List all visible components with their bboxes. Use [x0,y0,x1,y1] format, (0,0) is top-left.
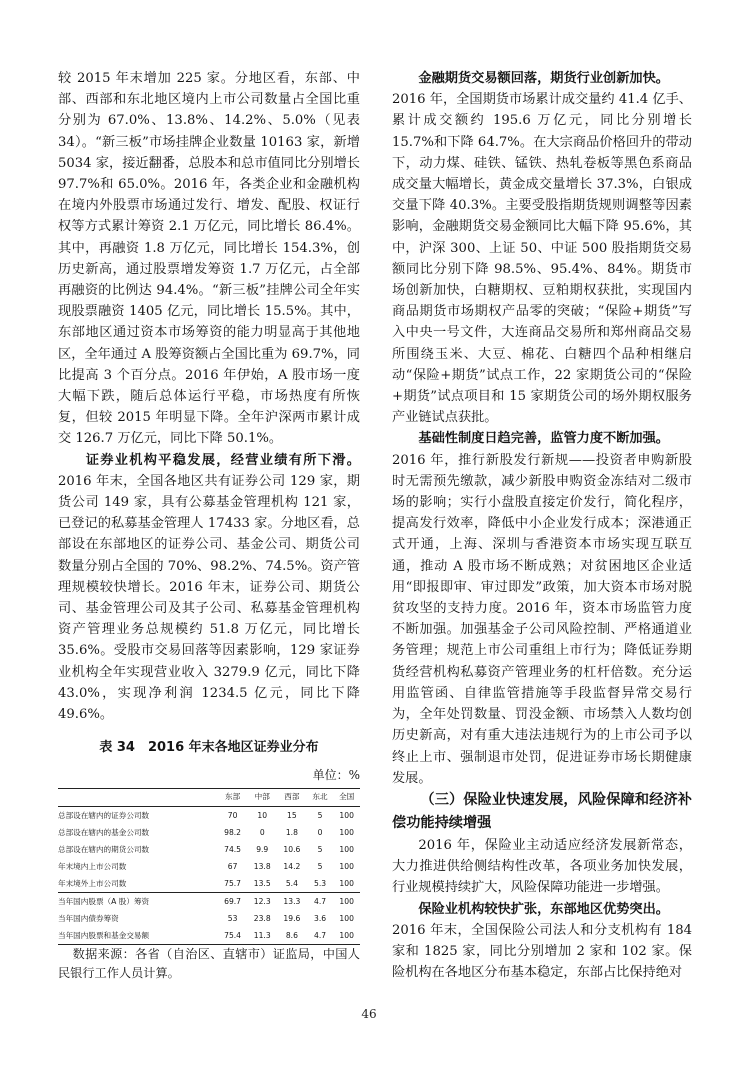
table-cell: 0 [259,827,265,837]
table-cell: 4.7 [307,927,334,945]
paragraph-futures-market: 2016 年，全国期货市场累计成交量约 41.4 亿手、累计成交额约 195.6 万亿元，同比分别增长 15.7%和下降 64.7%。在大宗商品价格回升的带动下，动力煤、硅铁、锰铁、热轧卷板等黑色系商品成交量大幅增长，黄金成交量增长 37.3%，白银成交量下降 40.3%。主要受股指期货规则调整等因素影响，金融期货交易金额同比大幅下降 95.6%，其中，沪深 300、上证 50、中证 500 股指期货交易额同比分别下降 98.5%、95.4%、84%。期货市场创新加快，白糖期权、豆粕期权获批，实现国内商品期货市场期权产品零的突破；“保险+期货”写入中央一号文件，大连商品交易所和郑州商品交易所围绕玉米、大豆、棉花、白糖四个品种相继启动“保险+期货”试点工作，22 家期货公司的“保险+期货”试点项目和 15 家期货公司的场外期权服务产业链试点获批。 [392,92,692,426]
table-unit: 单位：% [312,767,360,782]
table-title: 表 34 2016 年末各地区证券业分布 [99,740,319,756]
table-row-label: 总部设在辖内的期货公司数 [58,844,150,854]
heading-futures-trading-text: 金融期货交易额回落，期货行业创新加快。 [418,71,669,86]
securities-distribution-table [58,788,360,945]
table-source-note: 数据来源：各省（自治区、直辖市）证监局，中国人民银行工作人员计算。 [58,946,360,980]
table-cell: 75.4 [218,927,248,945]
table-row [58,875,360,893]
table-header-cell: 中部 [247,788,277,806]
paragraph-regulation: 2016 年，推行新股发行新规——投资者申购新股时无需预先缴款，减少新股申购资金冻结对二级市场的影响；实行小盘股直接定价发行，简化程序，提高发行效率，降低中小企业发行成本；深港通正式开通，上海、深圳与香港资本市场实现互联互通，推动 A 股市场不断成熟；对贫困地区企业适用“即报即审、审过即发”政策，加大资本市场对脱贫攻坚的支持力度。2016 年，资本市场监管力度不断加强。加强基金子公司风险控制、严格通道业务管理；规范上市公司重组上市行为；降低证券期货经营机构私募资产管理业务的杠杆倍数。充分运用监管函、自律监管措施等手段监督异常交易行为，全年处罚数量、罚没金额、市场禁入人数均创历史新高，对有重大违法违规行为的上市公司予以终止上市、强制退市处罚，促进证券市场长期健康发展。 [392,452,692,786]
table-row-label: 当年国内债券筹资 [58,913,119,923]
table-row [58,927,360,945]
table-cell: 23.8 [253,913,271,923]
table-cell: 11.3 [247,927,277,945]
table-row [58,910,360,927]
table-cell: 8.6 [277,927,307,945]
table-cell: 1.8 [285,827,298,837]
table-row [58,892,360,910]
table-cell: 74.5 [224,844,242,854]
table-cell: 5 [317,861,323,871]
table-cell: 100 [339,861,354,871]
table-cell: 53 [227,913,238,923]
table-row-label: 总部设在辖内的基金公司数 [58,827,150,837]
table-cell: 5 [317,844,323,854]
paragraph-listed-companies: 较 2015 年末增加 225 家。分地区看，东部、中部、西部和东北地区境内上市公司数量占全国比重分别为 67.0%、13.8%、14.2%、5.0%（见表 34）。“新三板”市场挂牌企业数量 10163 家，新增 5034 家，接近翻番，总股本和总市值同比分别增长 97.7%和 65.0%。2016 年，各类企业和金融机构在境内外股票市场通过发行、增发、配股、权证行权等方式累计筹资 2.1 万亿元，同比增长 86.4%。其中，再融资 1.8 万亿元，同比增长 154.3%，创历史新高，通过股票增发筹资 1.7 万亿元，占全部再融资的比例达 94.4%。“新三板”挂牌公司全年实现股票融资 1405 亿元，同比增长 15.5%。其中，东部地区通过资本市场筹资的能力明显高于其他地区，全年通过 A 股筹资额占全国比重为 69.7%，同比提高 3 个百分点。2016 年伊始，A 股市场一度大幅下跌，随后总体运行平稳，市场热度有所恢复，但较 2015 年明显下降。全年沪深两市累计成交 126.7 万亿元，同比下降 50.1%。 [58,71,360,447]
table-cell: 100 [339,827,354,837]
table-cell: 67 [227,861,238,871]
heading-securities-institutions: 证券业机构平稳发展，经营业绩有所下滑。 [85,452,360,468]
table-cell: 75.7 [224,878,242,888]
page-number: 46 [361,1007,377,1021]
table-cell: 5.3 [313,878,327,888]
table-cell: 100 [339,844,354,854]
table-header-cell: 西部 [277,788,307,806]
right-column [392,68,692,983]
table-cell: 100 [333,927,360,945]
table-cell: 98.2 [224,827,242,837]
table-cell: 14.2 [283,861,301,871]
table-row [58,824,360,841]
table-cell: 70 [218,806,248,824]
table-cell: 13.8 [253,861,271,871]
heading-futures-trading [392,68,692,89]
table-header-cell: 东部 [218,788,248,806]
table-cell: 3.6 [313,913,327,923]
table-cell: 100 [333,806,360,824]
table-cell: 12.3 [247,892,277,910]
heading-insurance-institutions-text: 保险业机构较快扩张，东部地区优势突出。 [418,901,669,917]
table-cell: 13.3 [277,892,307,910]
left-column [58,68,360,983]
heading-institutional-system [392,428,692,449]
table-cell: 100 [339,878,354,888]
table-row [58,806,360,824]
section-title-insurance: （三）保险业快速发展，风险保障和经济补偿功能持续增强 [392,791,692,831]
heading-insurance-institutions [392,899,692,920]
table-cell: 0 [317,827,323,837]
table-row-label: 当年国内股票和基金交易额 [58,927,218,945]
table-cell: 10.6 [283,844,301,854]
table-header-cell: 东北 [307,788,334,806]
table-cell: 100 [333,892,360,910]
table-cell: 10 [247,806,277,824]
paragraph-insurance-overview: 2016 年，保险业主动适应经济发展新常态，大力推进供给侧结构性改革，各项业务加快发展，行业规模持续扩大，风险保障功能进一步增强。 [392,837,692,896]
table-row-label: 年末境内上市公司数 [58,861,127,871]
securities-institutions-text: 2016 年末，全国各地区共有证券公司 129 家，期货公司 149 家，具有公募基金管理机构 121 家，已登记的私募基金管理人 17433 家。分地区看，总部设在东部地区的证券公司、基金公司、期货公司数量分别占全国的 70%、98.2%、74.5%。资产管理规模较快增长。2016 年末，证券公司、期货公司、基金管理公司及其子公司、私募基金管理机构资产管理业务总规模约 51.8 万亿元，同比增长 35.6%。受股市交易回落等因素影响，129 家证券业机构全年实现营业收入 3279.9 亿元，同比下降 43.0%，实现净利润 1234.5 亿元，同比下降 49.6%。 [58,473,360,723]
table-cell: 13.5 [253,878,271,888]
table-row-label: 总部设在辖内的证券公司数 [58,806,218,824]
paragraph-securities-institutions [58,450,360,726]
table-cell: 5 [307,806,334,824]
table-header-row [58,788,360,806]
table-cell: 19.6 [283,913,301,923]
heading-institutional-system-text: 基础性制度日趋完善，监管力度不断加强。 [418,431,669,447]
table-cell: 100 [339,913,354,923]
table-header-cell: 全国 [333,788,360,806]
table-cell: 69.7 [218,892,248,910]
table-cell: 15 [277,806,307,824]
table-cell: 4.7 [307,892,334,910]
table-row-label: 当年国内股票（A 股）筹资 [58,892,218,910]
table-row [58,841,360,858]
table-cell: 5.4 [285,878,298,888]
table-row-label: 年末境外上市公司数 [58,878,127,888]
table-cell: 9.9 [256,844,269,854]
table-row [58,858,360,875]
paragraph-insurance-institutions: 2016 年末，全国保险公司法人和分支机构有 184 家和 1825 家，同比分别增加 2 家和 102 家。保险机构在各地区分布基本稳定，东部占比保持绝对 [392,922,692,981]
table-header-cell [58,788,218,806]
